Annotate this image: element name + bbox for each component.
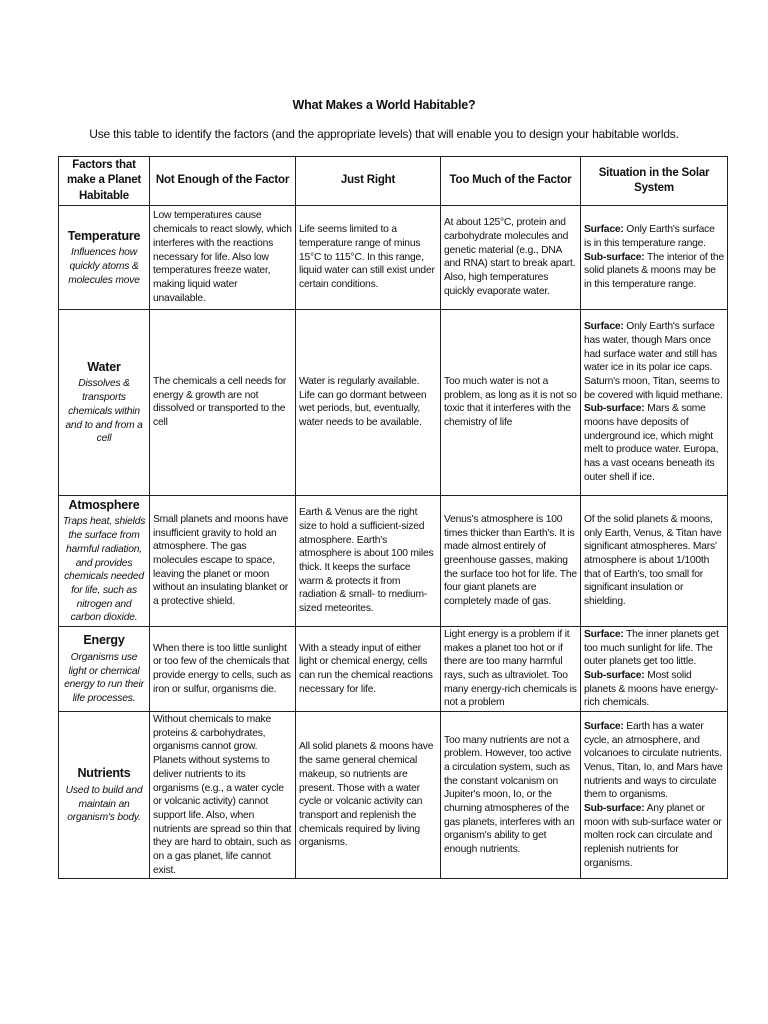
solar-system-cell [581,626,728,711]
not-enough-cell: Low temperatures cause chemicals to react slowly, which interferes with the reactions necessary for life. Also low temperatures freeze water, making liquid water unavailable. [150,205,296,309]
not-enough-cell: When there is too little sunlight or too few of the chemicals that provide energy to cells, such as iron or sulfur, organisms die. [150,626,296,711]
too-much-cell: Too many nutrients are not a problem. However, too active a circulation system, such as the constant volcanism on Jupiter's moon, Io, or the churning atmospheres of the gas planets, interferes with an organism's ability to get enough nutrients. [441,712,581,879]
solar-system-cell [581,309,728,495]
just-right-cell: Life seems limited to a temperature range of minus 15°C to 115°C. In this range, liquid water can still exist under certain conditions. [296,205,441,309]
subsurface-label: Sub-surface: [584,251,645,263]
factor-description: Influences how quickly atoms & molecules move [68,247,140,286]
too-much-cell: Venus's atmosphere is 100 times thicker than Earth's. It is made almost entirely of greenhouse gasses, making the surface too hot for life. The four giant planets are completely made of gas. [441,495,581,626]
factor-cell [59,712,150,879]
solar-system-cell [581,205,728,309]
surface-label: Surface: [584,720,624,732]
surface-text: Earth has a water cycle, an atmosphere, and volcanoes to circulate nutrients. Venus, Titan, Io, and Mars have nutrients and ways to circulate them to organisms. [584,720,723,801]
factor-name: Water [87,359,121,374]
just-right-cell: With a steady input of either light or chemical energy, cells can run the chemical reactions necessary for life. [296,626,441,711]
table-row-nutrients [59,712,728,879]
just-right-cell: Water is regularly available. Life can go dormant between wet periods, but, eventually, water needs to be available. [296,309,441,495]
subsurface-text: Most solid planets & moons have energy-rich chemicals. [584,670,719,709]
factor-name: Nutrients [77,766,131,781]
table-row-temperature [59,205,728,309]
too-much-cell: Too much water is not a problem, as long as it is not so toxic that it interferes with the chemistry of life [441,309,581,495]
subsurface-label: Sub-surface: [584,403,645,415]
subsurface-label: Sub-surface: [584,670,645,682]
factor-description: Used to build and maintain an organism's body. [65,785,143,824]
too-much-cell: Light energy is a problem if it makes a planet too hot or if there are too many harmful rays, such as ultraviolet. Too many energy-rich chemicals is not a problem [441,626,581,711]
habitability-table [58,156,728,879]
factor-cell [59,626,150,711]
surface-label: Surface: [584,224,624,236]
intro-text: Use this table to identify the factors (and the appropriate levels) that will enable you to design your habitable worlds. [89,127,679,141]
header-factors: Factors that make a Planet Habitable [59,157,150,206]
not-enough-cell: The chemicals a cell needs for energy & growth are not dissolved or transported to the cell [150,309,296,495]
page-title: What Makes a World Habitable? [292,98,476,112]
subsurface-label: Sub-surface: [584,803,645,815]
not-enough-cell: Small planets and moons have insufficient gravity to hold an atmosphere. The gas molecules escape to space, leaving the planet or moon without an insulating blanket or a protective shield. [150,495,296,626]
surface-text: Only Earth's surface has water, though Mars once had surface water and still has water ice in its polar ice caps. Saturn's moon, Titan, seems to be covered with liquid methane. [584,321,723,401]
header-too-much: Too Much of the Factor [441,157,581,206]
factor-cell [59,309,150,495]
subsurface-text: Any planet or moon with sub-surface water or molten rock can circulate and replenish nutrients for organisms. [584,803,722,869]
factor-name: Temperature [67,228,141,243]
factor-description: Organisms use light or chemical energy to run their life processes. [64,651,144,705]
not-enough-cell: Without chemicals to make proteins & carbohydrates, organisms cannot grow. Planets without systems to deliver nutrients to its organisms (e.g., a water cycle or volcanic activity) cannot support life. Also, when nutrients are spread so thin that they are hard to obtain, such as on a gas planet, life cannot exist. [150,712,296,879]
just-right-cell: Earth & Venus are the right size to hold a sufficient-sized atmosphere. Earth's atmosphere is about 100 miles thick. It keeps the surface warm & protects it from radiation & small- to medium-sized meteorites. [296,495,441,626]
just-right-cell: All solid planets & moons have the same general chemical makeup, so nutrients are present. Those with a water cycle or volcanic activity can transport and replenish the chemicals required by living organisms. [296,712,441,879]
subsurface-text: Mars & some moons have deposits of underground ice, which might melt to produce water. Europa, has a vast oceans beneath its outer shell if ice. [584,403,719,483]
table-row-energy [59,626,728,711]
surface-label: Surface: [584,628,624,640]
factor-cell [59,205,150,309]
header-solar-system: Situation in the Solar System [581,157,728,206]
table-header-row [59,157,728,206]
factor-name: Atmosphere [68,497,140,512]
surface-text: Only Earth's surface is in this temperature range. [584,224,715,249]
subsurface-text: The interior of the solid planets & moons may be in this temperature range. [584,251,724,290]
table-row-atmosphere [59,495,728,626]
header-just-right: Just Right [296,157,441,206]
header-not-enough: Not Enough of the Factor [150,157,296,206]
factor-description: Traps heat, shields the surface from harmful radiation, and provides chemicals needed for life, such as nitrogen and carbon dioxide. [62,516,146,624]
too-much-cell: At about 125°C, protein and carbohydrate molecules and genetic material (e.g., DNA and RNA) start to break apart. Also, high temperatures quickly evaporate water. [441,205,581,309]
table-row-water [59,309,728,495]
factor-name: Energy [83,633,125,648]
surface-label: Surface: [584,321,624,333]
surface-text: The inner planets get too much sunlight for life. The outer planets get too little. [584,628,719,668]
factor-description: Dissolves & transports chemicals within and to and from a cell [65,378,143,445]
solar-system-cell [581,712,728,879]
solar-system-cell: Of the solid planets & moons, only Earth, Venus, & Titan have significant atmospheres. Mars' atmosphere is about 1/100th that of Earth's, too small for significant insulation or shielding. [581,495,728,626]
factor-cell [59,495,150,626]
